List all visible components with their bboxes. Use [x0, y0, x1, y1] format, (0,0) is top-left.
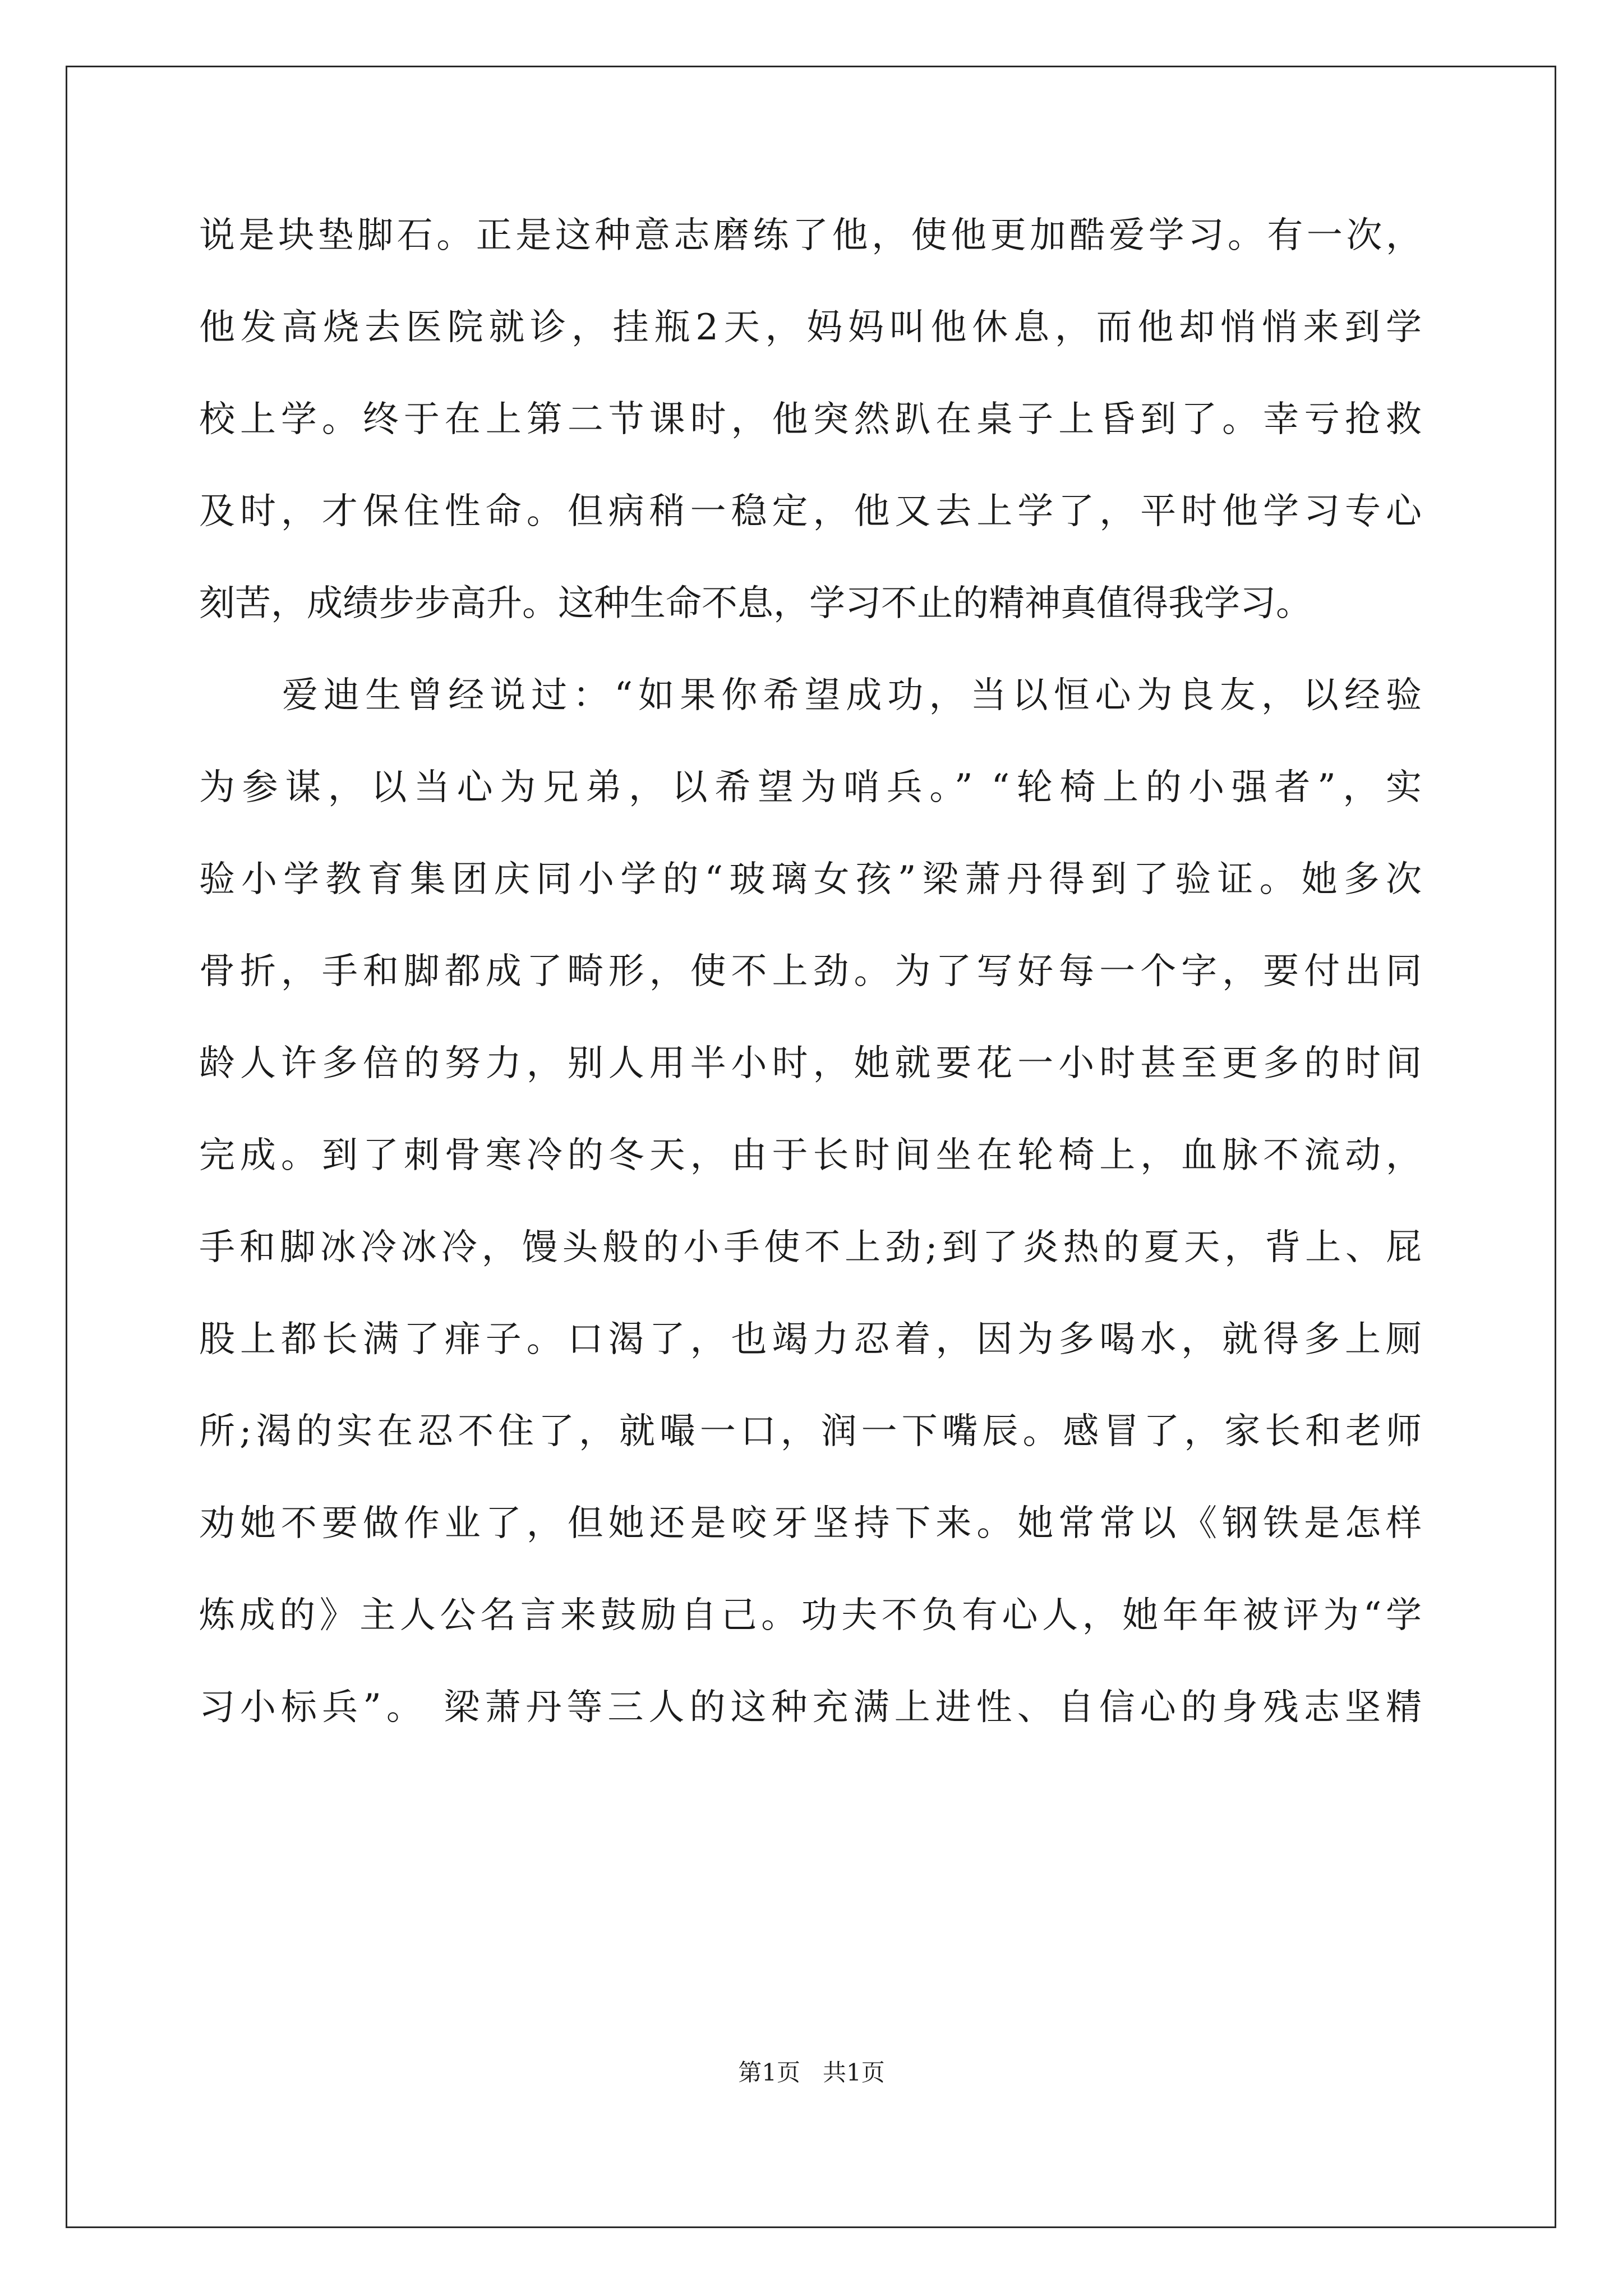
body-text: [199, 190, 1422, 1754]
text-line: 劝她不要做作业了，但她还是咬牙坚持下来。她常常以《钢铁是怎样: [199, 1503, 1422, 1544]
text-line: 完成。到了刺骨寒冷的冬天，由于长时间坐在轮椅上，血脉不流动，: [199, 1135, 1422, 1176]
text-line: 校上学。终于在上第二节课时，他突然趴在桌子上昏到了。幸亏抢救: [199, 399, 1422, 440]
page-number: 第1页: [738, 2059, 800, 2086]
text-line: 说是块垫脚石。正是这种意志磨练了他，使他更加酷爱学习。有一次，: [199, 215, 1422, 256]
text-line: 及时，才保住性命。但病稍一稳定，他又去上学了，平时他学习专心: [199, 491, 1422, 532]
paragraph-start-line: 爱迪生曾经说过：“如果你希望成功，当以恒心为良友，以经验: [282, 675, 1422, 716]
text-line: 股上都长满了痱子。口渴了，也竭力忍着，因为多喝水，就得多上厕: [199, 1319, 1422, 1360]
page-footer: [0, 2056, 1623, 2090]
text-line: 炼成的》主人公名言来鼓励自己。功夫不负有心人，她年年被评为“学: [199, 1595, 1422, 1636]
text-line: 手和脚冰冷冰冷，馒头般的小手使不上劲;到了炎热的夏天，背上、屁: [199, 1227, 1422, 1268]
text-line: 他发高烧去医院就诊，挂瓶2天，妈妈叫他休息，而他却悄悄来到学: [199, 307, 1422, 348]
text-line: 习小标兵”。 梁萧丹等三人的这种充满上进性、自信心的身残志坚精: [199, 1687, 1422, 1728]
text-line: 刻苦，成绩步步高升。这种生命不息，学习不止的精神真值得我学习。: [199, 583, 1312, 624]
page-total: 共1页: [823, 2059, 885, 2086]
text-line: 为参谋，以当心为兄弟，以希望为哨兵。” “轮椅上的小强者”，实: [199, 767, 1422, 808]
text-line: 验小学教育集团庆同小学的“玻璃女孩”梁萧丹得到了验证。她多次: [199, 859, 1422, 900]
text-line: 骨折，手和脚都成了畸形，使不上劲。为了写好每一个字，要付出同: [199, 951, 1422, 992]
text-line: 龄人许多倍的努力，别人用半小时，她就要花一小时甚至更多的时间: [199, 1043, 1422, 1084]
text-line: 所;渴的实在忍不住了，就嘬一口，润一下嘴辰。感冒了，家长和老师: [199, 1411, 1422, 1452]
